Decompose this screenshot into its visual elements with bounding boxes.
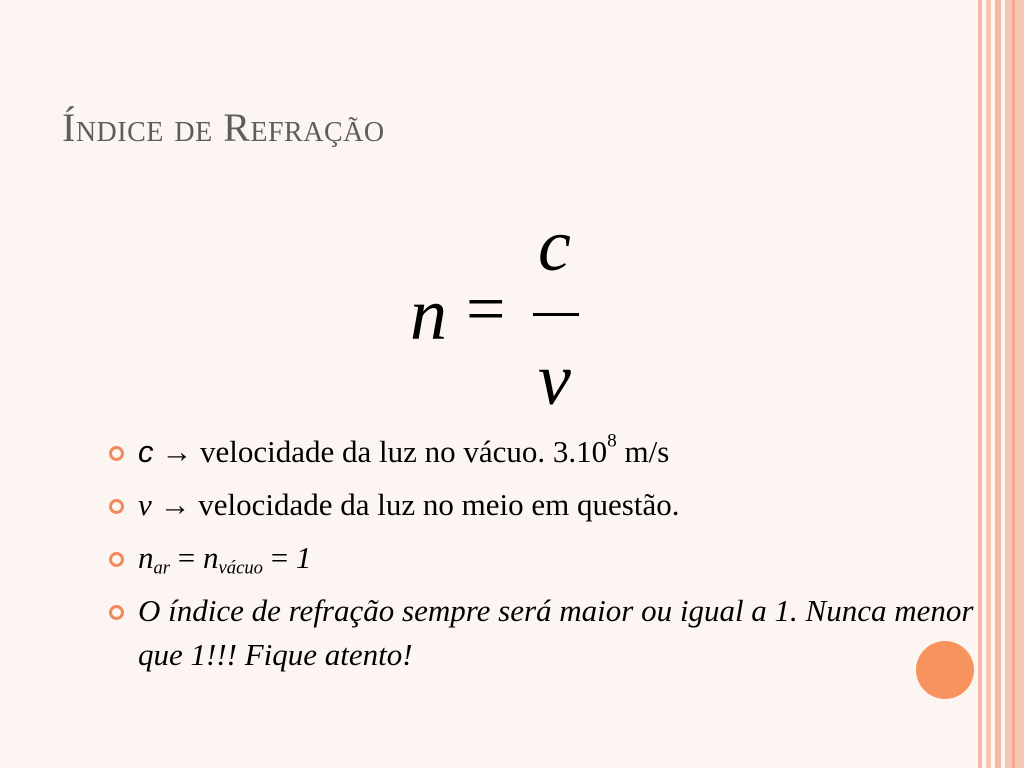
equals: = [262,540,296,575]
equals: = [170,540,204,575]
formula-n: n [410,274,447,356]
unit: m/s [616,434,670,469]
bullet-text: velocidade da luz no vácuo. 3.10 [192,434,608,469]
formula-equals: = [466,271,506,348]
arrow: → [161,434,193,469]
formula-denominator: v [538,339,571,421]
subscript-vacuo: vácuo [218,557,263,579]
subscript-ar: ar [153,557,171,579]
value-one: 1 [295,540,312,575]
symbol-v: v [138,487,152,522]
bullet-item [100,536,1005,580]
bullet-circle-icon [109,605,124,620]
refraction-formula [400,205,600,421]
formula-numerator: c [538,205,571,287]
bullet-item [100,483,1005,527]
bullet-circle-icon [109,446,124,461]
symbol-n-vacuo: n [203,540,219,575]
decor-stripe [1012,0,1015,768]
bullet-circle-icon [109,499,124,514]
bullet-item [100,430,1005,474]
arrow: → [159,487,191,522]
bullet-circle-icon [109,552,124,567]
symbol-c: c [138,434,154,469]
bullet-text: velocidade da luz no meio em questão. [190,487,680,522]
bullet-list [100,430,1005,686]
fraction-bar [533,313,579,316]
decor-circle [916,641,974,699]
symbol-n-ar: n [138,540,154,575]
bullet-text: O índice de refração sempre será maior ou igual a 1. Nunca menor que 1!!! Fique atento! [138,593,974,672]
exponent: 8 [607,430,617,452]
bullet-item [100,589,1005,677]
slide-title: Índice de Refração [62,105,385,150]
